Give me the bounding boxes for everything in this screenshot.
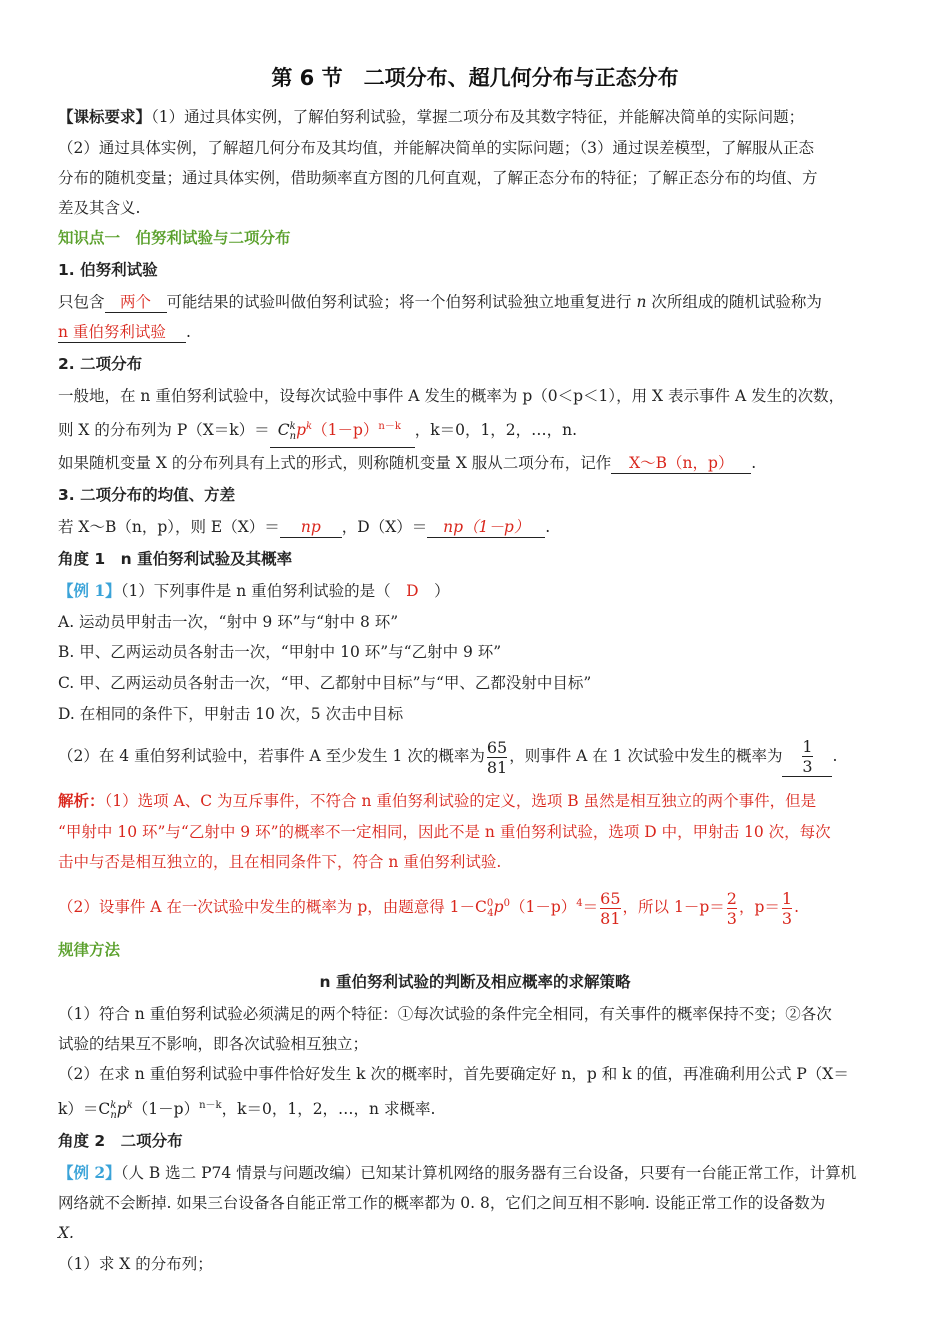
option-d: D. 在相同的条件下，甲射击 10 次，5 次击中目标 [58, 705, 404, 723]
requirements-line-3: 分布的随机变量；通过具体实例，借助频率直方图的几何直观，了解正态分布的特征；了解正态分布的均值、方 [58, 169, 818, 187]
requirements-line-4: 差及其含义. [58, 199, 141, 217]
angle-1-heading: 角度 1 n 重伯努利试验及其概率 [58, 550, 293, 568]
answer-choice: D [406, 582, 419, 600]
example-2-line-3: X. [58, 1224, 74, 1242]
option-a: A. 运动员甲射击一次，“射中 9 环”与“射中 8 环” [58, 613, 399, 631]
example-1-q2: （2）在 4 重伯努利试验中，若事件 A 至少发生 1 次的概率为 $\frac{65}{81}$ ，则事件 A 在 1 次试验中发生的概率为 $\frac{1}{3}$ . [58, 737, 838, 777]
method-line-2: 试验的结果互不影响，即各次试验相互独立； [58, 1035, 369, 1053]
method-line-3: （2）在求 n 重伯努利试验中事件恰好发生 k 次的概率时，首先要确定好 n，p 和 k 的值，再准确利用公式 P（X＝ [58, 1065, 849, 1083]
answer-blank: np [280, 517, 342, 538]
answer-blank: X～B（n，p） [611, 453, 751, 474]
answer-blank: np（1－p） [427, 517, 545, 538]
answer-blank: n 重伯努利试验 [58, 322, 186, 343]
requirements-line-2: （2）通过具体实例，了解超几何分布及其均值，并能解决简单的实际问题；（3）通过误差模型，了解服从正态 [58, 139, 814, 157]
answer-blank: $\frac{1}{3}$ [782, 737, 832, 777]
section-3-line-1: 若 X～B（n，p），则 E（X）＝ np ，D（X）＝ np（1－p） . [58, 518, 551, 536]
fraction: $\frac{65}{81}$ [486, 737, 508, 777]
method-line-4: $k)=C^k_np^k(1-p)^{n-k}$，k＝0，1，2，…，n 求概率. [58, 1100, 436, 1122]
section-1-line-2: n 重伯努利试验 . [58, 323, 191, 341]
section-3-heading: 3. 二项分布的均值、方差 [58, 486, 236, 504]
solution-line-2: “甲射中 10 环”与“乙射中 9 环”的概率不一定相同，因此不是 n 重伯努利试验，选项 D 中，甲射击 10 次，每次 [58, 823, 831, 841]
section-2-line-1: 一般地，在 n 重伯努利试验中，设每次试验中事件 A 发生的概率为 p（0＜p＜1），用 X 表示事件 A 发生的次数， [58, 387, 845, 405]
solution-line-1: 解析：（1）选项 A、C 为互斥事件，不符合 n 重伯努利试验的定义，选项 B 虽然是相互独立的两个事件，但是 [58, 792, 817, 810]
answer-blank: $C^k_np^k(1-p)^{n-k}$ [270, 417, 415, 448]
solution-line-4: （2）设事件 A 在一次试验中发生的概率为 p，由题意得 $1-C^0_4p^0(1-p)^4=$ $\frac{65}{81}$ ，所以 1－p＝ $\frac{2}{3}$ ，p＝ $\frac{1}{3}$ . [58, 888, 799, 928]
example-2-line-4: （1）求 X 的分布列； [58, 1255, 213, 1273]
example-1-q1: 【例 1】（1）下列事件是 n 重伯努利试验的是（ D ） [58, 581, 450, 600]
section-2-line-3: 如果随机变量 X 的分布列具有上式的形式，则称随机变量 X 服从二项分布，记作 X～B（n，p） . [58, 454, 757, 472]
example-2-line-2: 网络就不会断掉. 如果三台设备各自能正常工作的概率都为 0. 8，它们之间互相不影响. 设能正常工作的设备数为 [58, 1194, 826, 1212]
method-subtitle: n 重伯努利试验的判断及相应概率的求解策略 [319, 973, 631, 991]
answer-blank: 两个 [105, 292, 167, 313]
option-b: B. 甲、乙两运动员各射击一次，“甲射中 10 环”与“乙射中 9 环” [58, 643, 502, 661]
fraction: $\frac{2}{3}$ [726, 888, 737, 928]
knowledge-heading: 知识点一 伯努利试验与二项分布 [58, 229, 291, 247]
option-c: C. 甲、乙两运动员各射击一次，“甲、乙都射中目标”与“甲、乙都没射中目标” [58, 674, 592, 692]
requirements-label: 【课标要求】 [58, 108, 152, 126]
example-label: 【例 1】 [58, 581, 121, 600]
example-label: 【例 2】 [58, 1163, 121, 1182]
fraction: $\frac{1}{3}$ [781, 888, 793, 928]
requirements-line-1: 【课标要求】（1）通过具体实例，了解伯努利试验，掌握二项分布及其数字特征，并能解决简单的实际问题； [58, 108, 805, 126]
fraction: $\frac{65}{81}$ [600, 888, 621, 928]
section-1-heading: 1. 伯努利试验 [58, 261, 158, 279]
section-2-heading: 2. 二项分布 [58, 355, 143, 373]
method-line-1: （1）符合 n 重伯努利试验必须满足的两个特征：①每次试验的条件完全相同，有关事件的概率保持不变；②各次 [58, 1005, 832, 1023]
solution-label: 解析： [58, 792, 105, 810]
section-1-line-1: 只包含 两个 可能结果的试验叫做伯努利试验；将一个伯努利试验独立地重复进行 n 次所组成的随机试验称为 [58, 293, 822, 311]
angle-2-heading: 角度 2 二项分布 [58, 1132, 183, 1150]
solution-line-3: 击中与否是相互独立的，且在相同条件下，符合 n 重伯努利试验. [58, 853, 502, 871]
method-heading: 规律方法 [58, 941, 121, 959]
page-title: 第 6 节 二项分布、超几何分布与正态分布 [271, 66, 679, 90]
section-2-line-2: 则 X 的分布列为 $P(X=k)= C^k_np^k(1-p)^{n-k}$ ，k＝0，1，2，…，n. [58, 417, 892, 448]
example-2-line-1: 【例 2】（人 B 选二 P74 情景与问题改编）已知某计算机网络的服务器有三台设备，只要有一台能正常工作，计算机 [58, 1163, 857, 1182]
